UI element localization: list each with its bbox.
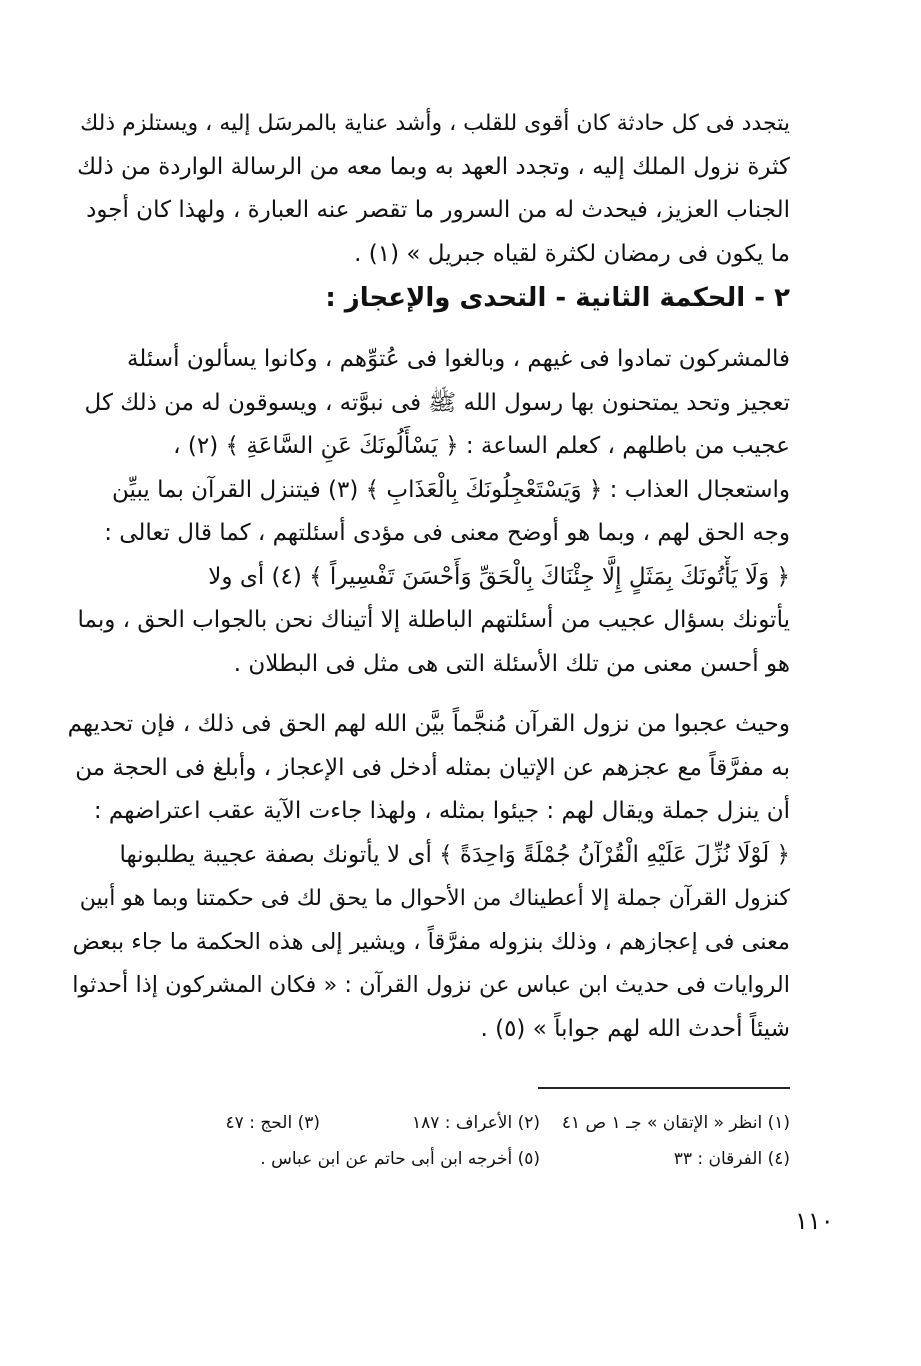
paragraph-line: أن ينزل جملة ويقال لهم : جيئوا بمثله ، ولهذا جاءت الآية عقب اعتراضهم : bbox=[93, 798, 790, 824]
paragraph-line: يأتونك بسؤال عجيب من أسئلتهم الباطلة إلا أتيناك نحن بالجواب الحق ، وبما bbox=[77, 607, 790, 633]
paragraph-line: هو أحسن معنى من تلك الأسئلة التى هى مثل فى البطلان . bbox=[233, 650, 790, 677]
paragraph-line: معنى فى إعجازهم ، وذلك بنزوله مفرَّقاً ، ويشير إلى هذه الحكمة ما جاء ببعض bbox=[72, 928, 790, 955]
footnote-divider bbox=[538, 1087, 790, 1089]
footnote-1: (١) انظر « الإتقان » جـ ١ ص ٤١ bbox=[561, 1113, 790, 1133]
paragraph-line: به مفرَّقاً مع عجزهم عن الإتيان بمثله أدخل فى الإعجاز ، وأبلغ فى الحجة من bbox=[75, 754, 790, 781]
paragraph-line: وجه الحق لهم ، وبما هو أوضح معنى فى مؤدى أسئلتهم ، كما قال تعالى : bbox=[104, 520, 790, 546]
paragraph-line: وحيث عجبوا من نزول القرآن مُنجَّماً بيَّن الله لهم الحق فى ذلك ، فإن تحديهم bbox=[68, 711, 790, 737]
paragraph-line: تعجيز وتحد يمتحنون بها رسول الله ﷺ فى نبوَّته ، ويسوقون له من ذلك كل bbox=[84, 389, 790, 416]
footnote-row bbox=[100, 1105, 790, 1141]
paragraph-line: يتجدد فى كل حادثة كان أقوى للقلب ، وأشد عناية بالمرسَل إليه ، ويستلزم ذلك bbox=[80, 111, 790, 136]
footnote-5: (٥) أخرجه ابن أبى حاتم عن ابن عباس . bbox=[260, 1149, 540, 1169]
page-number: ١١٠ bbox=[795, 1207, 834, 1235]
footnotes bbox=[100, 1105, 790, 1177]
paragraph-2 bbox=[68, 338, 790, 686]
paragraph-3 bbox=[68, 703, 790, 1051]
paragraph-line: كثرة نزول الملك إليه ، وتجدد العهد به وبما معه من الرسالة الواردة من ذلك bbox=[77, 153, 790, 180]
footnote-2: (٢) الأعراف : ١٨٧ bbox=[411, 1113, 540, 1133]
paragraph-line: الجناب العزيز، فيحدث له من السرور ما تقصر عنه العبارة ، ولهذا كان أجود bbox=[86, 197, 790, 223]
paragraph-1 bbox=[68, 102, 790, 276]
paragraph-line: ﴿ وَلَا يَأْتُونَكَ بِمَثَلٍ إِلَّا جِئْنَاكَ بِالْحَقِّ وَأَحْسَنَ تَفْسِيراً ﴾ (٤) أى ولا bbox=[208, 563, 790, 590]
footnote-4: (٤) الفرقان : ٣٣ bbox=[673, 1149, 790, 1169]
paragraph-line: ما يكون فى رمضان لكثرة لقياه جبريل » (١) . bbox=[354, 240, 790, 267]
paragraph-line: كنزول القرآن جملة إلا أعطيناك من الأحوال ما يحق لك فى حكمتنا وبما هو أبين bbox=[79, 886, 790, 911]
paragraph-line: ﴿ لَوْلَا نُزِّلَ عَلَيْهِ الْقُرْآنُ جُمْلَةً وَاحِدَةً ﴾ أى لا يأتونك بصفة عجيبة يطلبونها bbox=[119, 841, 790, 868]
paragraph-line: عجيب من باطلهم ، كعلم الساعة : ﴿ يَسْأَلُونَكَ عَنِ السَّاعَةِ ﴾ (٢) ، bbox=[173, 433, 790, 459]
paragraph-line: واستعجال العذاب : ﴿ وَيَسْتَعْجِلُونَكَ بِالْعَذَابِ ﴾ (٣) فيتنزل القرآن بما يبيِّن bbox=[112, 476, 790, 503]
paragraph-line: الروايات فى حديث ابن عباس عن نزول القرآن : « فكان المشركون إذا أحدثوا bbox=[72, 972, 790, 998]
paragraph-line: فالمشركون تمادوا فى غيهم ، وبالغوا فى عُتوِّهم ، وكانوا يسألون أسئلة bbox=[126, 346, 790, 372]
footnote-3: (٣) الحج : ٤٧ bbox=[225, 1113, 320, 1133]
section-heading: ٢ - الحكمة الثانية - التحدى والإعجاز : bbox=[325, 283, 790, 313]
footnote-row bbox=[100, 1141, 790, 1177]
paragraph-line: شيئاً أحدث الله لهم جواباً » (٥) . bbox=[480, 1015, 790, 1042]
